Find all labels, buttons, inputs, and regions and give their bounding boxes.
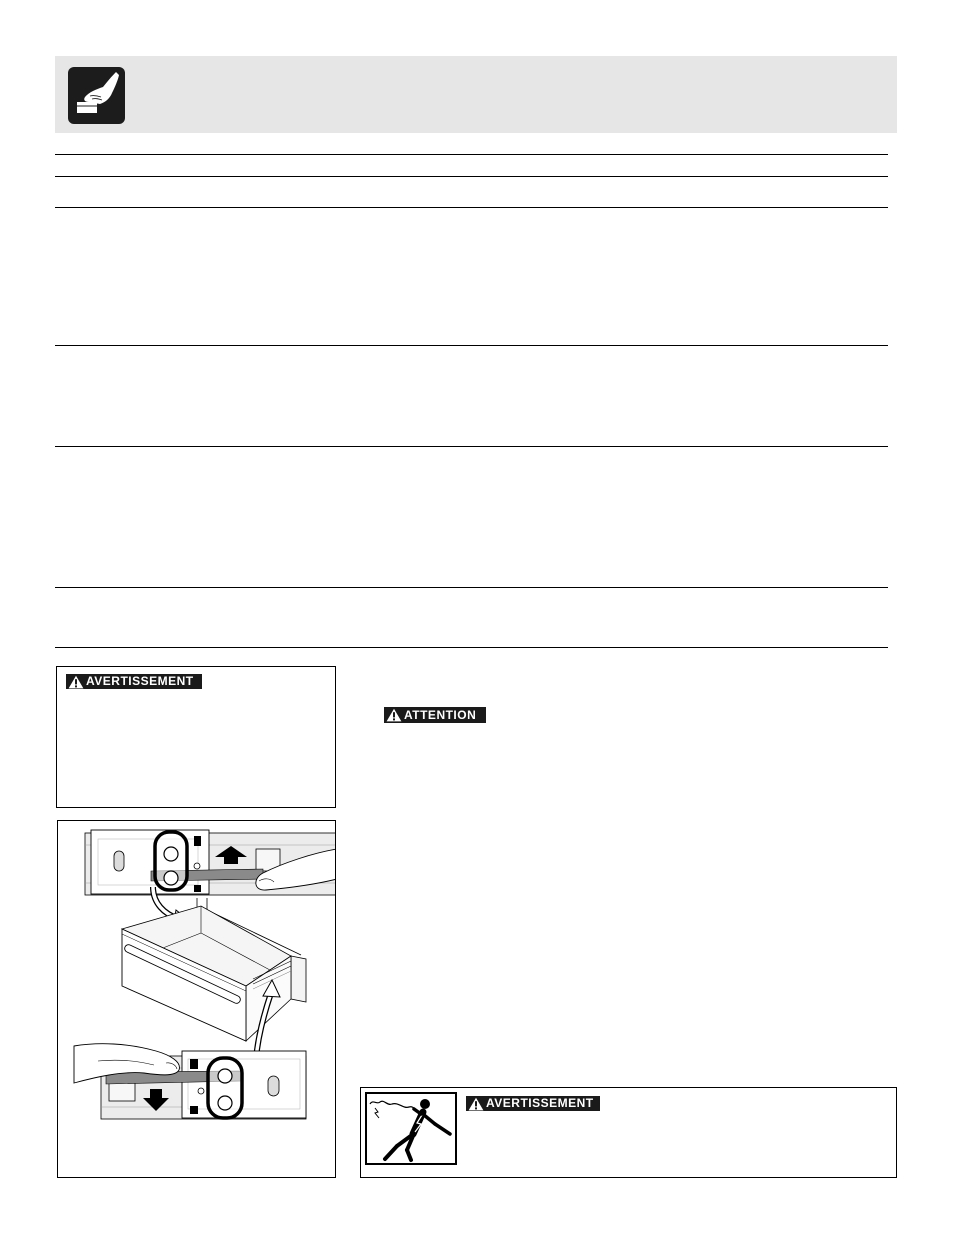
warning-badge xyxy=(66,674,202,689)
hand-press-icon xyxy=(68,67,125,124)
caution-badge xyxy=(384,707,486,723)
top-latch-plate xyxy=(91,830,209,894)
divider-rule xyxy=(55,207,888,208)
divider-rule xyxy=(55,587,888,588)
caution-badge-label: ATTENTION xyxy=(404,707,477,722)
divider-rule xyxy=(55,154,888,155)
divider-rule xyxy=(55,647,888,648)
warning-badge-label: AVERTISSEMENT xyxy=(486,1096,594,1110)
drawer xyxy=(122,898,306,1041)
drawer-illustration-graphic xyxy=(58,821,335,1177)
warning-triangle-icon xyxy=(468,1097,484,1111)
warning-badge-label: AVERTISSEMENT xyxy=(86,674,194,688)
bottom-oval-slot xyxy=(268,1076,279,1096)
divider-rule xyxy=(55,446,888,447)
top-slide-detail xyxy=(85,830,335,895)
warning-triangle-icon xyxy=(68,675,84,689)
cabinet-side-frame xyxy=(291,956,306,1002)
bottom-latch-plate xyxy=(182,1051,306,1118)
divider-rule xyxy=(55,345,888,346)
electric-shock-icon xyxy=(365,1092,457,1165)
drawer-removal-illustration xyxy=(57,820,336,1178)
bottom-slide-detail xyxy=(74,1044,306,1119)
top-oval-slot xyxy=(114,851,124,871)
divider-rule xyxy=(55,176,888,177)
warning-triangle-icon xyxy=(386,708,402,722)
electric-shock-warning-box xyxy=(360,1087,897,1178)
warning-badge xyxy=(466,1096,600,1111)
section-header-band xyxy=(55,56,897,133)
warning-box xyxy=(56,666,336,808)
